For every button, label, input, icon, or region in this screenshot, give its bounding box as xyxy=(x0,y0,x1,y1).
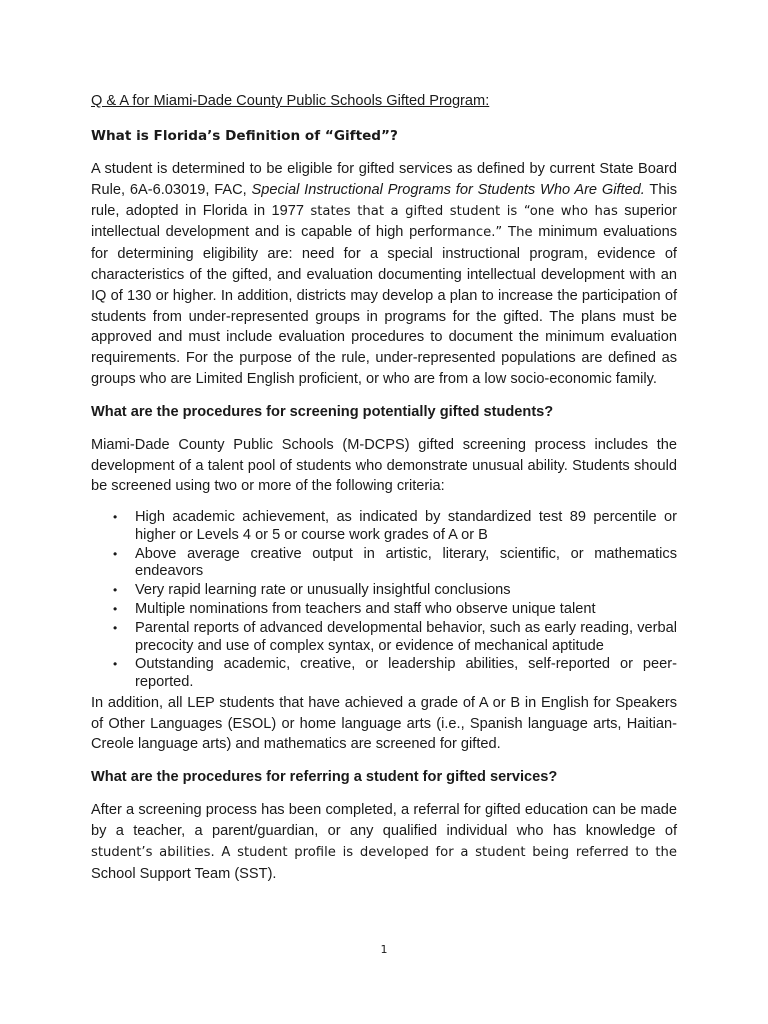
list-item: • High academic achievement, as indicated by standardized test 89 percentile or higher or Levels 4 or 5 or course work grades of A or B xyxy=(113,509,677,543)
list-item: • Very rapid learning rate or unusually insightful conclusions xyxy=(113,582,511,599)
screening-criteria-list xyxy=(91,509,677,691)
bullet-icon: • xyxy=(113,602,118,617)
bullet-icon: • xyxy=(113,546,118,561)
bullet-icon: • xyxy=(113,510,118,525)
bullet-icon: • xyxy=(113,583,118,598)
list-item: • Multiple nominations from teachers and staff who observe unique talent xyxy=(113,601,596,618)
paragraph-screening-intro: Miami-Dade County Public Schools (M-DCPS) gifted screening process includes the development of a talent pool of students who demonstrate unusual ability. Students should be screened using two or more of the following criteria: xyxy=(91,436,677,495)
document-title: Q & A for Miami-Dade County Public Schools Gifted Program: xyxy=(91,93,490,109)
bullet-icon: • xyxy=(113,657,118,672)
document-body xyxy=(91,91,677,896)
page-number: 1 xyxy=(380,943,388,956)
paragraph-referral: After a screening process has been completed, a referral for gifted education can be made by a teacher, a parent/guardian, or any qualified individual who has knowledge of student’s abilities. A student profile is developed for a student being referred to the School Support Team (SST). xyxy=(91,802,677,882)
section-heading-screening: What are the procedures for screening potentially gifted students? xyxy=(91,403,554,420)
list-item: • Above average creative output in artistic, literary, scientific, or mathematics endeavors xyxy=(113,545,677,580)
paragraph-lep-students: In addition, all LEP students that have achieved a grade of A or B in English for Speakers of Other Languages (ESOL) or home language arts (i.e., Spanish language arts, Haitian-Creole language arts) and mathematics are screened for gifted. xyxy=(91,694,677,753)
list-item: • Parental reports of advanced developmental behavior, such as early reading, verbal precocity and use of complex syntax, or evidence of mechanical aptitude xyxy=(113,619,677,654)
bullet-icon: • xyxy=(113,620,118,635)
list-item: • Outstanding academic, creative, or leadership abilities, self-reported or peer-reported. xyxy=(113,656,677,690)
section-heading-referral: What are the procedures for referring a student for gifted services? xyxy=(91,769,558,786)
paragraph-definition: A student is determined to be eligible for gifted services as defined by current State Board Rule, 6A-6.03019, FAC, Special Instructional Programs for Students Who Are Gifted. This rule, adopted in Florida in 1977 states that a gifted student is “one who has superior intellectual development and is capable of high performance.” The minimum evaluations for determining eligibility are: need for a special instructional program, evidence of characteristics of the gifted, and evaluation documenting intellectual development with an IQ of 130 or higher. In addition, districts may develop a plan to increase the participation of students from under-represented groups in programs for the gifted. The plans must be approved and must include evaluation procedures to document the minimum evaluation requirements. For the purpose of the rule, under-represented populations are defined as groups who are Limited English proficient, or who are from a low socio-economic family. xyxy=(91,161,678,387)
section-heading-definition: What is Florida’s Definition of “Gifted”? xyxy=(91,128,398,144)
